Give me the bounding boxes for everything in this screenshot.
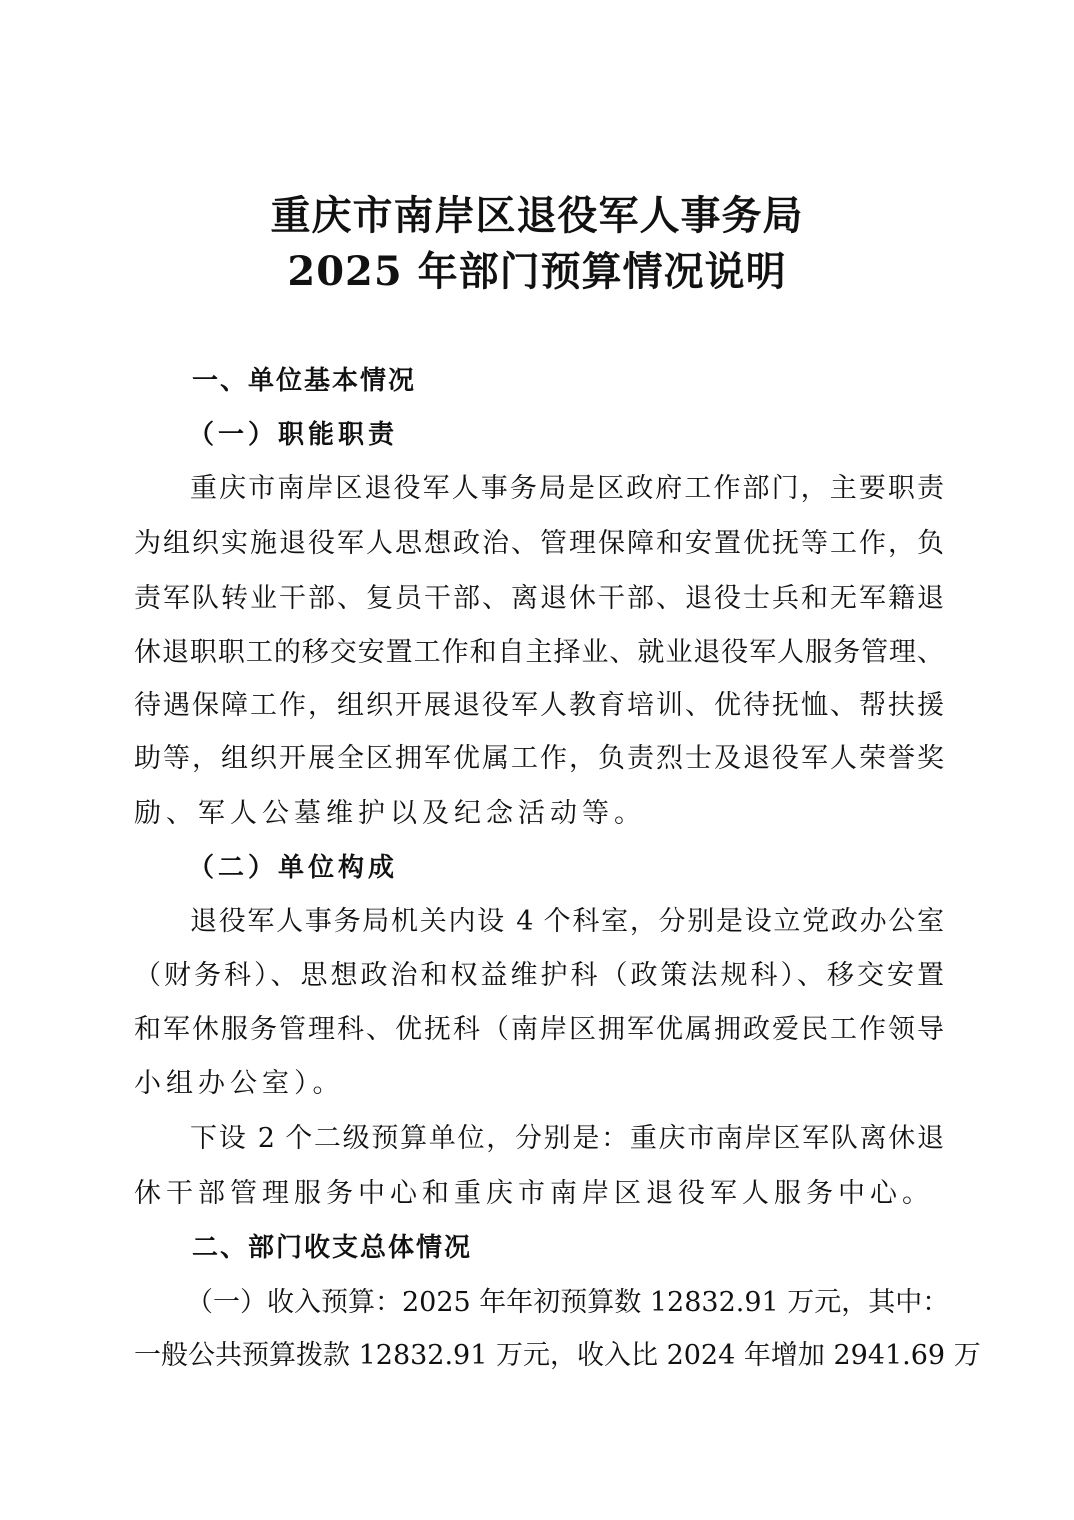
paragraph-line: 励、军人公墓维护以及纪念活动等。 [134,798,646,829]
subsection-heading-duties: （一）职能职责 [188,420,399,450]
section-heading-basic-info: 一、单位基本情况 [192,366,417,396]
paragraph-line: 退役军人事务局机关内设 4 个科室，分别是设立党政办公室 [190,906,944,937]
paragraph-line: （一）收入预算：2025 年年初预算数 12832.91 万元，其中： [186,1287,950,1318]
subsection-heading-composition: （二）单位构成 [188,853,399,883]
paragraph-line: 和军休服务管理科、优抚科（南岸区拥军优属拥政爱民工作领导 [134,1014,944,1045]
paragraph-line: 责军队转业干部、复员干部、离退休干部、退役士兵和无军籍退 [134,583,944,614]
paragraph-line: 小组办公室）。 [134,1068,345,1099]
paragraph-line: 为组织实施退役军人思想政治、管理保障和安置优抚等工作，负 [134,528,944,559]
paragraph-line: 一般公共预算拨款 12832.91 万元，收入比 2024 年增加 2941.69 万 [134,1340,981,1371]
paragraph-line: 休退职职工的移交安置工作和自主择业、就业退役军人服务管理、 [134,637,944,668]
paragraph-line: 下设 2 个二级预算单位，分别是：重庆市南岸区军队离休退 [190,1123,944,1154]
section-heading-budget-overview: 二、部门收支总体情况 [192,1233,473,1263]
document-title-line-2: 2025 年部门预算情况说明 [287,248,787,295]
paragraph-line: 重庆市南岸区退役军人事务局是区政府工作部门，主要职责 [190,473,944,504]
paragraph-line: 助等，组织开展全区拥军优属工作，负责烈士及退役军人荣誉奖 [134,743,944,774]
document-title-line-1: 重庆市南岸区退役军人事务局 [270,192,804,239]
paragraph-line: （财务科）、思想政治和权益维护科（政策法规科）、移交安置 [134,960,944,991]
paragraph-line: 休干部管理服务中心和重庆市南岸区退役军人服务中心。 [134,1178,934,1209]
paragraph-line: 待遇保障工作，组织开展退役军人教育培训、优待抚恤、帮扶援 [134,690,944,721]
